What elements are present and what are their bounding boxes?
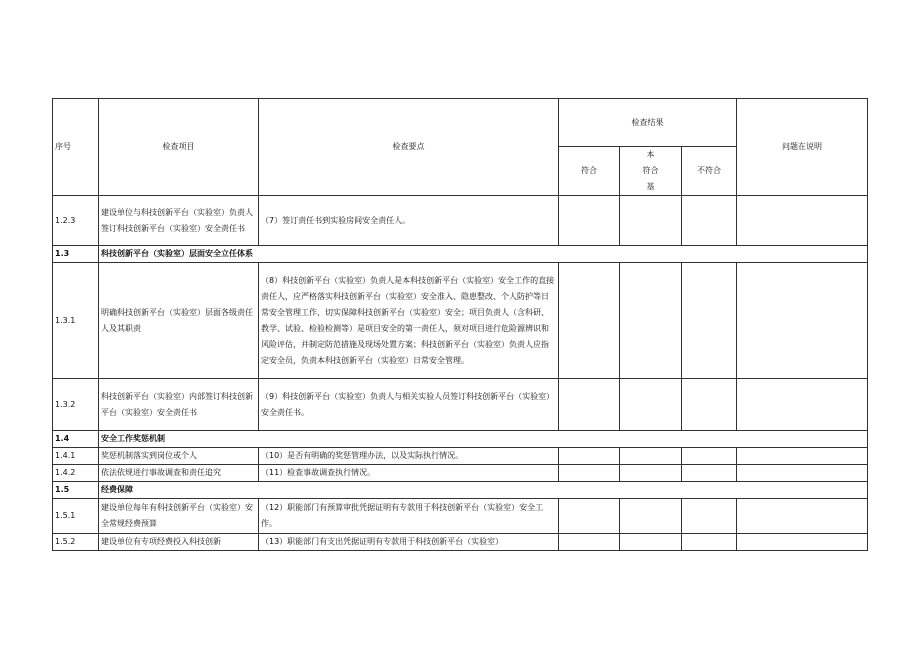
row-number: 1.5.2 xyxy=(53,534,99,551)
header-check-item: 检查项目 xyxy=(99,99,259,196)
header-row-1 xyxy=(53,99,868,147)
row-point: （7）签订责任书到实验房间安全责任人。 xyxy=(259,196,559,246)
issue-notes-cell[interactable] xyxy=(737,263,868,379)
result-fail-cell[interactable] xyxy=(682,379,737,431)
result-fail-cell[interactable] xyxy=(682,465,737,482)
section-title: 科技创新平台（实验室）层面安全立任体系 xyxy=(99,246,868,263)
row-point: （12）职能部门有预算审批凭据证明有专款用于科技创新平台（实验室）安全工作。 xyxy=(259,499,559,534)
row-point: （13）职能部门有支出凭据证明有专款用于科技创新平台（实验室） xyxy=(259,534,559,551)
row-number: 1.4.1 xyxy=(53,448,99,465)
section-number: 1.3 xyxy=(53,246,99,263)
result-pass-cell[interactable] xyxy=(559,448,620,465)
row-number: 1.3.1 xyxy=(53,263,99,379)
row-number: 1.2.3 xyxy=(53,196,99,246)
inspection-table xyxy=(52,98,868,551)
result-pass-cell[interactable] xyxy=(559,196,620,246)
issue-notes-cell[interactable] xyxy=(737,196,868,246)
section-row xyxy=(53,482,868,499)
row-point: （10）是否有明确的奖惩管理办法，以及实际执行情况。 xyxy=(259,448,559,465)
result-basic-cell[interactable] xyxy=(620,263,682,379)
result-pass-cell[interactable] xyxy=(559,499,620,534)
result-basic-cell[interactable] xyxy=(620,379,682,431)
result-pass-cell[interactable] xyxy=(559,534,620,551)
row-item: 明确科技创新平台（实验室）层面各级责任人及其职责 xyxy=(99,263,259,379)
result-pass-cell[interactable] xyxy=(559,465,620,482)
header-basic-pass-line3: 基 xyxy=(646,182,655,191)
header-pass: 符合 xyxy=(559,147,620,196)
section-number: 1.5 xyxy=(53,482,99,499)
result-pass-cell[interactable] xyxy=(559,379,620,431)
row-item: 建设单位与科技创新平台（实验室）负责人签订科技创新平台（实验室）安全责任书 xyxy=(99,196,259,246)
section-row xyxy=(53,246,868,263)
row-item: 奖惩机制落实到岗位或个人 xyxy=(99,448,259,465)
table-row xyxy=(53,534,868,551)
row-item: 建设单位有专项经费投入科技创新 xyxy=(99,534,259,551)
row-point: （9）科技创新平台（实验室）负责人与相关实验人员签订科技创新平台（实验室）安全责任书。 xyxy=(259,379,559,431)
issue-notes-cell[interactable] xyxy=(737,499,868,534)
issue-notes-cell[interactable] xyxy=(737,465,868,482)
table-row xyxy=(53,196,868,246)
result-basic-cell[interactable] xyxy=(620,448,682,465)
header-basic-pass-line1: 本 xyxy=(646,150,655,159)
section-title: 经费保障 xyxy=(99,482,868,499)
header-seq-no: 序号 xyxy=(53,99,99,196)
result-basic-cell[interactable] xyxy=(620,534,682,551)
section-number: 1.4 xyxy=(53,431,99,448)
result-basic-cell[interactable] xyxy=(620,465,682,482)
result-basic-cell[interactable] xyxy=(620,499,682,534)
section-row xyxy=(53,431,868,448)
table-row xyxy=(53,499,868,534)
section-title: 安全工作奖惩机制 xyxy=(99,431,868,448)
result-fail-cell[interactable] xyxy=(682,448,737,465)
table-row xyxy=(53,448,868,465)
result-fail-cell[interactable] xyxy=(682,499,737,534)
row-item: 依法依规进行事故调查和责任追究 xyxy=(99,465,259,482)
header-basic-pass-line2: 符合 xyxy=(642,166,659,175)
row-point: （11）检查事故调查执行情况。 xyxy=(259,465,559,482)
issue-notes-cell[interactable] xyxy=(737,379,868,431)
result-pass-cell[interactable] xyxy=(559,263,620,379)
table-row xyxy=(53,263,868,379)
header-check-result: 检查结果 xyxy=(559,99,737,147)
issue-notes-cell[interactable] xyxy=(737,534,868,551)
issue-notes-cell[interactable] xyxy=(737,448,868,465)
row-number: 1.5.1 xyxy=(53,499,99,534)
header-fail: 不符合 xyxy=(682,147,737,196)
result-basic-cell[interactable] xyxy=(620,196,682,246)
result-fail-cell[interactable] xyxy=(682,196,737,246)
result-fail-cell[interactable] xyxy=(682,263,737,379)
row-number: 1.3.2 xyxy=(53,379,99,431)
row-item: 建设单位每年有科技创新平台（实验室）安全常规经费预算 xyxy=(99,499,259,534)
header-basic-pass xyxy=(620,147,682,196)
row-number: 1.4.2 xyxy=(53,465,99,482)
row-point: （8）科技创新平台（实验室）负责人是本科技创新平台（实验室）安全工作的直接责任人，应严格落实科技创新平台（实验室）安全准入、隐患整改、个人防护等日常安全管理工作，切实保障科技创新平台（实验室）安全；项目负责人（含科研、教学、试验、检验检测等）是项目安全的第一责任人，须对项目进行危险源辨识和风险评估，并制定防范措施及现场处置方案；科技创新平台（实验室）负责人应指定安全员，负责本科技创新平台（实验室）日常安全管理。 xyxy=(259,263,559,379)
table-row xyxy=(53,465,868,482)
row-item: 科技创新平台（实验室）内部签订科技创新平台（实验室）安全责任书 xyxy=(99,379,259,431)
result-fail-cell[interactable] xyxy=(682,534,737,551)
header-check-points: 检查要点 xyxy=(259,99,559,196)
header-issue-notes: 问题在说明 xyxy=(737,99,868,196)
table-row xyxy=(53,379,868,431)
